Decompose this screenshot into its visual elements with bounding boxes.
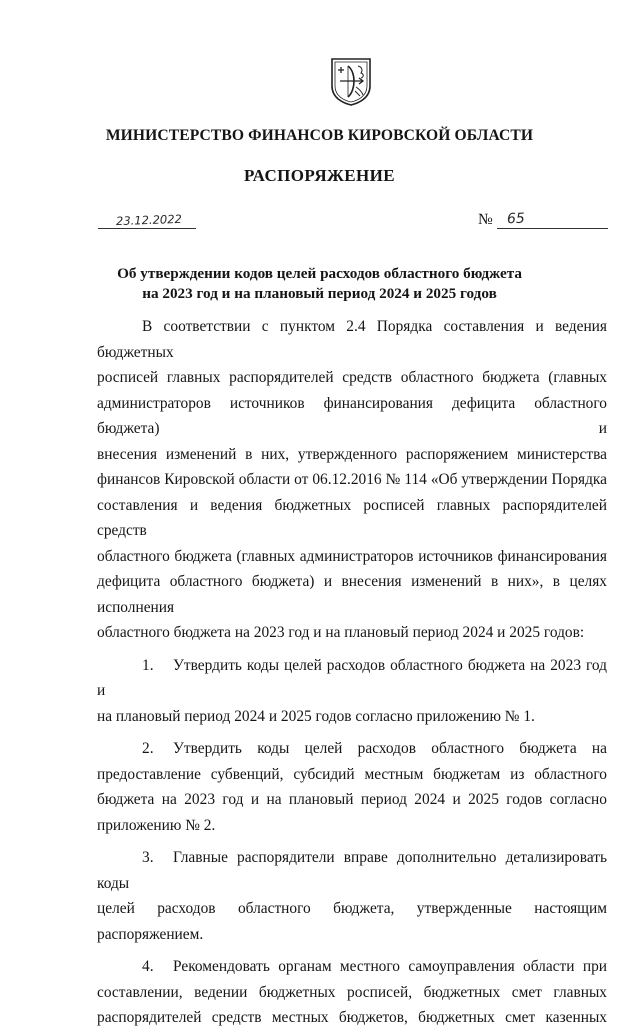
document-title: [0, 264, 639, 304]
preamble-line: финансов Кировской области от 06.12.2016 № 114 «Об утверждении Порядка: [97, 471, 607, 488]
coat-of-arms-icon: [329, 56, 373, 106]
ministry-name: МИНИСТЕРСТВО ФИНАНСОВ КИРОВСКОЙ ОБЛАСТИ: [105, 127, 534, 144]
list-item: [97, 845, 607, 896]
handwritten-date: 23.12.2022: [115, 211, 183, 229]
preamble-line: областного бюджета (главных администраторов источников финансирования: [97, 547, 607, 565]
document-body: [97, 314, 607, 1031]
list-item: [97, 736, 607, 762]
title-line: на 2023 год и на плановый период 2024 и 2025 годов: [142, 285, 497, 302]
item-number: 4.: [142, 958, 154, 975]
list-item: [97, 954, 607, 980]
preamble-line: областного бюджета на 2023 год и на плановый период 2024 и 2025 годов:: [97, 624, 585, 641]
list-item: [97, 653, 607, 704]
preamble-line: В соответствии с пунктом 2.4 Порядка составления и ведения бюджетных: [97, 318, 607, 361]
item-number: 1.: [142, 656, 154, 674]
preamble-line: составления и ведения бюджетных росписей главных распорядителей средств: [97, 496, 607, 539]
item-text: предоставление субвенций, субсидий местным бюджетам из областного: [97, 765, 607, 783]
item-text: Утвердить коды целей расходов областного бюджета на: [173, 740, 607, 757]
preamble-line: росписей главных распорядителей средств областного бюджета (главных: [97, 369, 607, 386]
preamble-line: внесения изменений в них, утвержденного распоряжением министерства: [97, 445, 607, 463]
item-number: 2.: [142, 740, 154, 757]
item-text: целей расходов областного бюджета, утвержденные настоящим распоряжением.: [97, 900, 607, 943]
item-text: составлении, ведении бюджетных росписей, бюджетных смет главных: [97, 983, 607, 1001]
item-text: приложению № 2.: [97, 816, 216, 834]
preamble-line: дефицита областного бюджета) и внесения изменений в них», в целях исполнения: [97, 573, 607, 616]
item-text: бюджета на 2023 год и на плановый период 2024 и 2025 годов согласно: [97, 791, 607, 808]
document-type: РАСПОРЯЖЕНИЕ: [244, 166, 395, 185]
item-text: Главные распорядители вправе дополнительно детализировать коды: [97, 849, 607, 892]
item-text: Утвердить коды целей расходов областного бюджета на 2023 год и: [97, 656, 607, 699]
item-text: Рекомендовать органам местного самоуправления области при: [173, 958, 607, 975]
preamble-line: администраторов источников финансирования дефицита областного бюджета) и: [97, 394, 607, 437]
item-text: на плановый период 2024 и 2025 годов согласно приложению № 1.: [97, 707, 535, 725]
handwritten-number: 65: [506, 210, 526, 228]
number-field: [497, 207, 608, 229]
date-field: [98, 207, 196, 229]
item-text: распорядителей средств местных бюджетов, бюджетных смет казенных: [97, 1009, 607, 1026]
number-label: №: [478, 211, 493, 228]
item-number: 3.: [142, 849, 154, 866]
title-line: Об утверждении кодов целей расходов областного бюджета: [117, 265, 522, 282]
